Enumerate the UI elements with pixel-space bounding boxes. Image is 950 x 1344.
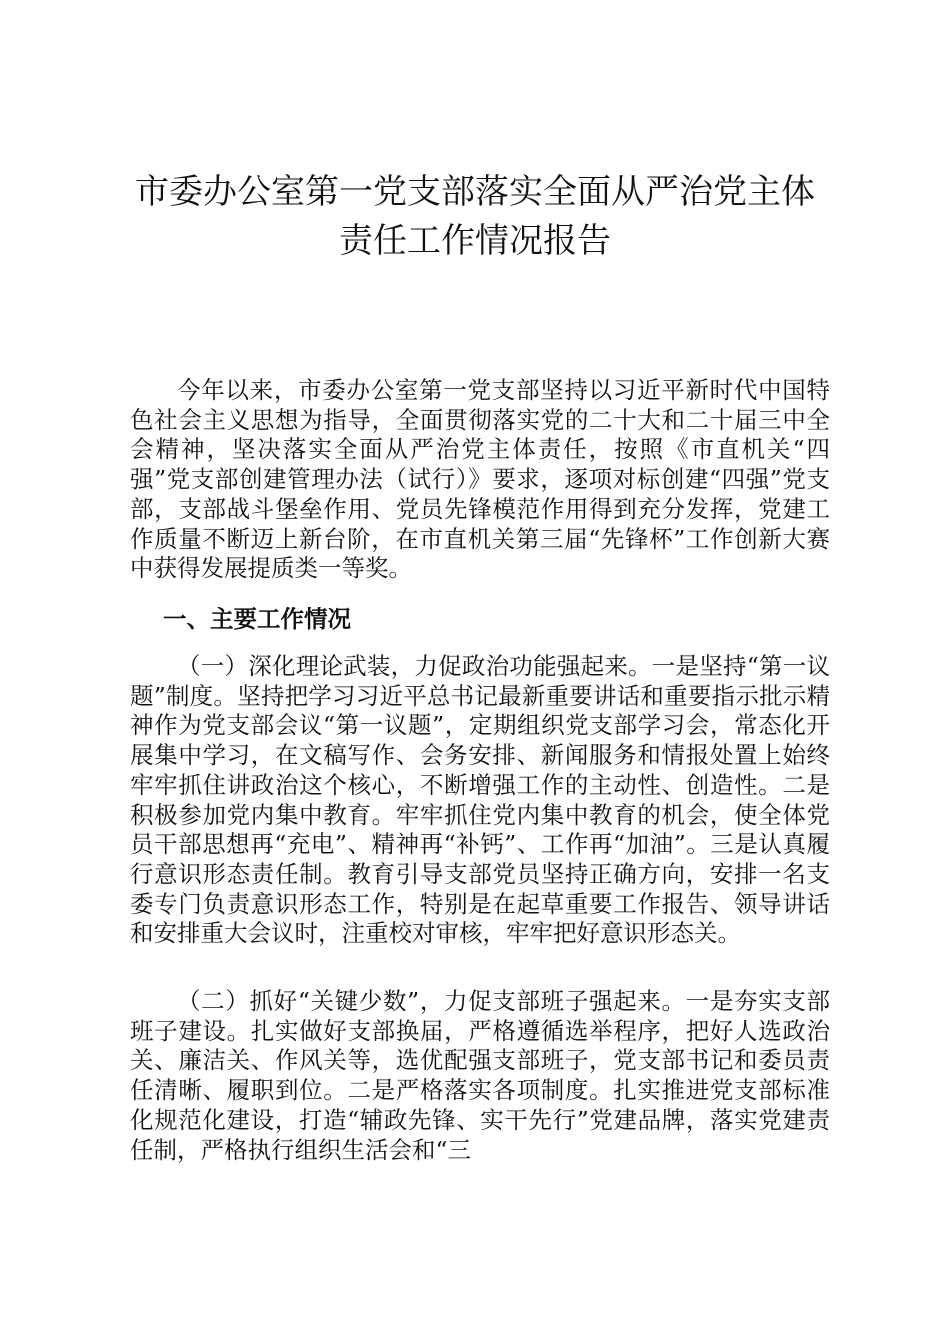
section-heading: 一、主要工作情况 xyxy=(163,605,351,633)
title-line-2: 责任工作情况报告 xyxy=(339,221,611,261)
document-title xyxy=(100,168,850,266)
subsection-1-paragraph: （一）深化理论武装，力促政治功能强起来。一是坚持“第一议题”制度。坚持把学习习近平总书记最新重要讲话和重要指示批示精神作为党支部会议“第一议题”，定期组织党支部学习会，常态化开展集中学习，在文稿写作、会务安排、新闻服务和情报处置上始终牢牢抓住讲政治这个核心，不断增强工作的主动性、创造性。二是积极参加党内集中教育。牢牢抓住党内集中教育的机会，使全体党员干部思想再“充电”、精神再“补钙”、工作再“加油”。三是认真履行意识形态责任制。教育引导支部党员坚持正确方向，安排一名支委专门负责意识形态工作，特别是在起草重要工作报告、领导讲话和安排重大会议时，注重校对审核，牢牢把好意识形态关。 xyxy=(130,652,830,948)
subsection-2-paragraph: （二）抓好“关键少数”，力促支部班子强起来。一是夯实支部班子建设。扎实做好支部换届，严格遵循选举程序，把好人选政治关、廉洁关、作风关等，选优配强支部班子，党支部书记和委员责任清晰、履职到位。二是严格落实各项制度。扎实推进党支部标准化规范化建设，打造“辅政先锋、实干先行”党建品牌，落实党建责任制，严格执行组织生活会和“三 xyxy=(130,987,830,1164)
title-line-1: 市委办公室第一党支部落实全面从严治党主体 xyxy=(135,172,815,212)
intro-paragraph: 今年以来，市委办公室第一党支部坚持以习近平新时代中国特色社会主义思想为指导，全面贯彻落实党的二十大和二十届三中全会精神，坚决落实全面从严治党主体责任，按照《市直机关“四强”党支部创建管理办法（试行）》要求，逐项对标创建“四强”党支部，支部战斗堡垒作用、党员先锋模范作用得到充分发挥，党建工作质量不断迈上新台阶，在市直机关第三届“先锋杯”工作创新大赛中获得发展提质类一等奖。 xyxy=(130,376,830,583)
